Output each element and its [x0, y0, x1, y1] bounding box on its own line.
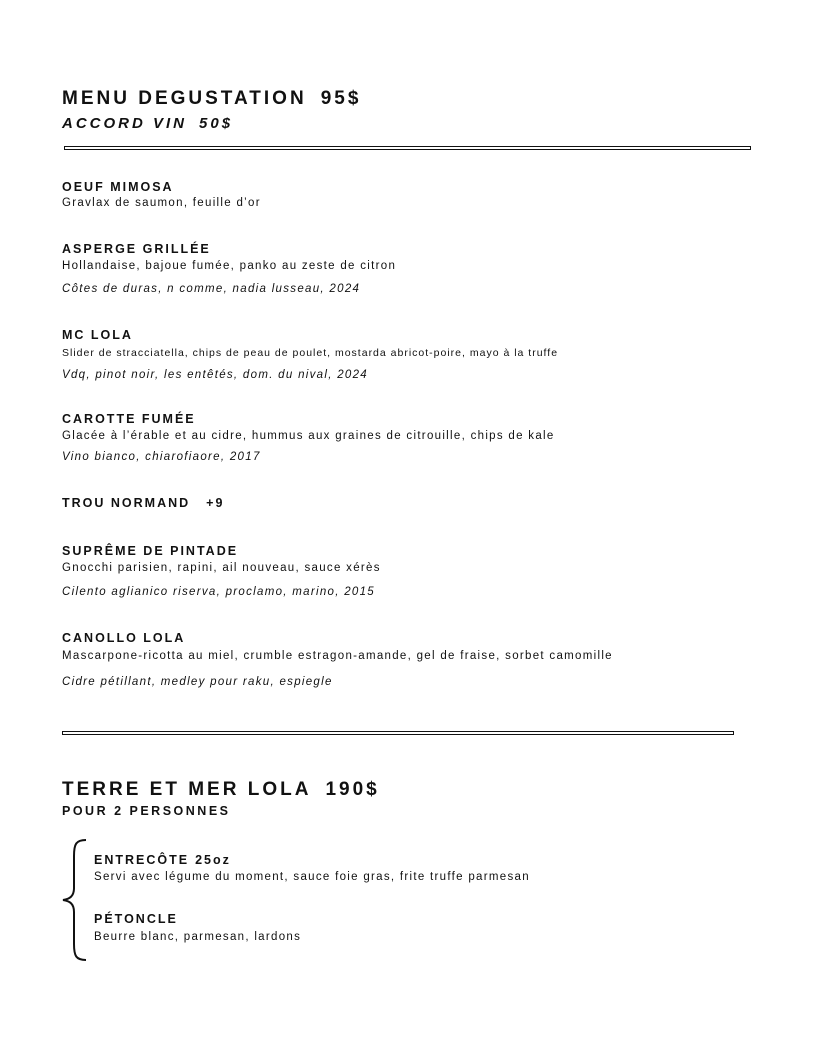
course-desc: Slider de stracciatella, chips de peau de poulet, mostarda abricot-poire, mayo à la truffe: [62, 347, 559, 359]
course-wine: Côtes de duras, n comme, nadia lusseau, 2024: [62, 283, 361, 295]
course-name: MC LOLA: [62, 328, 133, 342]
middle-divider: [62, 731, 734, 735]
terre-mer-title-text: TERRE ET MER LOLA: [62, 779, 312, 800]
terre-mer-subtitle: POUR 2 PERSONNES: [62, 804, 231, 818]
shared-item-name: [94, 853, 231, 867]
shared-item-name-text: ENTRECÔTE: [94, 853, 190, 867]
course-wine: Cidre pétillant, medley pour raku, espiegle: [62, 676, 333, 688]
course-name: [62, 496, 224, 510]
degustation-title: [62, 88, 361, 110]
shared-item-name: PÉTONCLE: [94, 912, 178, 926]
shared-item-desc: Beurre blanc, parmesan, lardons: [94, 931, 302, 943]
degustation-title-text: MENU DEGUSTATION: [62, 88, 307, 109]
course-name: CANOLLO LOLA: [62, 631, 186, 645]
course-desc: Mascarpone-ricotta au miel, crumble estragon-amande, gel de fraise, sorbet camomille: [62, 650, 613, 662]
wine-pairing-label: ACCORD VIN: [62, 115, 188, 132]
course-name: OEUF MIMOSA: [62, 180, 174, 194]
course-name-text: TROU NORMAND: [62, 496, 191, 510]
terre-mer-price: 190$: [325, 779, 380, 800]
course-wine: Vdq, pinot noir, les entêtés, dom. du nival, 2024: [62, 369, 368, 381]
course-wine: Cilento aglianico riserva, proclamo, marino, 2015: [62, 586, 375, 598]
course-name: SUPRÊME DE PINTADE: [62, 544, 239, 558]
degustation-price: 95$: [320, 88, 362, 109]
course-desc: Hollandaise, bajoue fumée, panko au zeste de citron: [62, 260, 397, 272]
supplement-price: +9: [206, 496, 225, 510]
course-name: CAROTTE FUMÉE: [62, 412, 196, 426]
course-desc: Glacée à l’érable et au cidre, hummus aux graines de citrouille, chips de kale: [62, 430, 555, 442]
portion-size: 25oz: [195, 853, 231, 867]
wine-pairing: [62, 115, 233, 132]
top-divider: [64, 146, 751, 150]
course-name: ASPERGE GRILLÉE: [62, 242, 211, 256]
course-desc: Gnocchi parisien, rapini, ail nouveau, sauce xérès: [62, 562, 381, 574]
terre-mer-title: [62, 779, 380, 801]
course-wine: Vino bianco, chiarofiaore, 2017: [62, 451, 261, 463]
brace-icon: [58, 836, 90, 964]
wine-pairing-price: 50$: [199, 115, 234, 132]
course-desc: Gravlax de saumon, feuille d’or: [62, 197, 261, 209]
shared-item-desc: Servi avec légume du moment, sauce foie gras, frite truffe parmesan: [94, 871, 530, 883]
